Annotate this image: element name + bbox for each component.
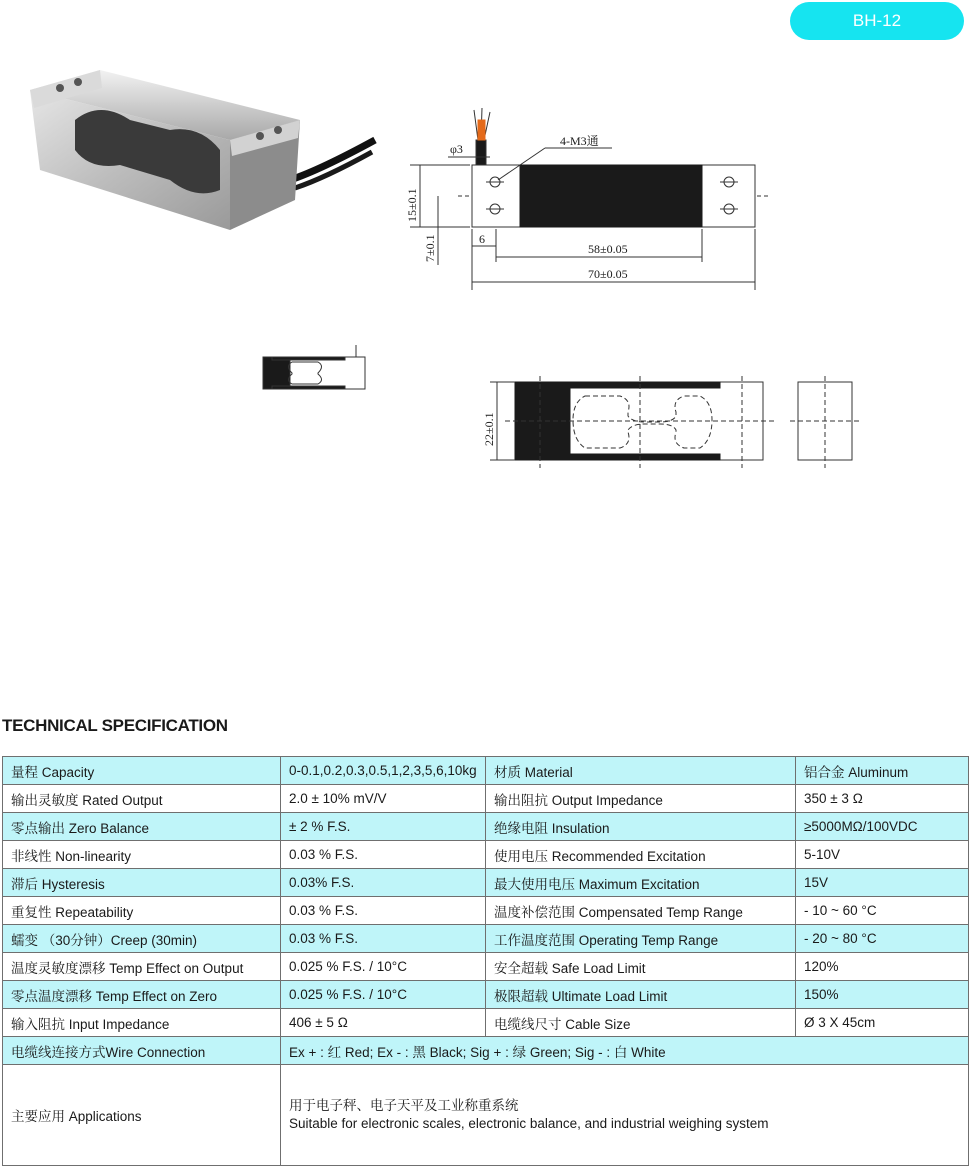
spec-value: 150% <box>796 981 969 1009</box>
spec-value: 0.025 % F.S. / 10°C <box>281 953 486 981</box>
spec-row <box>3 1009 969 1037</box>
spec-value: 铝合金 Aluminum <box>796 757 969 785</box>
spec-label: 工作温度范围 Operating Temp Range <box>486 925 796 953</box>
spec-label: 温度灵敏度漂移 Temp Effect on Output <box>3 953 281 981</box>
spec-label: 温度补偿范围 Compensated Temp Range <box>486 897 796 925</box>
spec-value: 2.0 ± 10% mV/V <box>281 785 486 813</box>
spec-value: 15V <box>796 869 969 897</box>
dim-15-label: 15±0.1 <box>405 188 419 222</box>
spec-value: ± 2 % F.S. <box>281 813 486 841</box>
spec-value: 0.03% F.S. <box>281 869 486 897</box>
dim-58-label: 58±0.05 <box>588 242 628 256</box>
model-badge: BH-12 <box>790 2 964 40</box>
spec-label: 安全超载 Safe Load Limit <box>486 953 796 981</box>
spec-table <box>2 756 969 1166</box>
dimension-drawing <box>0 0 970 480</box>
spec-value: ≥5000MΩ/100VDC <box>796 813 969 841</box>
spec-label: 量程 Capacity <box>3 757 281 785</box>
spec-row <box>3 981 969 1009</box>
spec-value: 120% <box>796 953 969 981</box>
spec-label: 蠕变 （30分钟）Creep (30min) <box>3 925 281 953</box>
holes-label: 4-M3通 <box>560 134 599 148</box>
spec-row <box>3 953 969 981</box>
applications-cn: 用于电子秤、电子天平及工业称重系统 <box>289 1098 519 1113</box>
spec-label: 极限超载 Ultimate Load Limit <box>486 981 796 1009</box>
spec-value: 0.025 % F.S. / 10°C <box>281 981 486 1009</box>
wire-label: 电缆线连接方式Wire Connection <box>3 1037 281 1065</box>
spec-value: 406 ± 5 Ω <box>281 1009 486 1037</box>
spec-value: 5-10V <box>796 841 969 869</box>
spec-title: TECHNICAL SPECIFICATION <box>2 716 228 735</box>
spec-value: 0.03 % F.S. <box>281 925 486 953</box>
spec-value: 0.03 % F.S. <box>281 841 486 869</box>
spec-row <box>3 757 969 785</box>
spec-value: 0-0.1,0.2,0.3,0.5,1,2,3,5,6,10kg <box>281 757 486 785</box>
applications-row <box>3 1065 969 1166</box>
spec-label: 重复性 Repeatability <box>3 897 281 925</box>
spec-label: 最大使用电压 Maximum Excitation <box>486 869 796 897</box>
spec-row <box>3 925 969 953</box>
spec-row <box>3 841 969 869</box>
spec-label: 零点温度漂移 Temp Effect on Zero <box>3 981 281 1009</box>
spec-label: 输入阻抗 Input Impedance <box>3 1009 281 1037</box>
spec-value: 350 ± 3 Ω <box>796 785 969 813</box>
dim-22-label: 22±0.1 <box>482 412 496 446</box>
spec-label: 绝缘电阻 Insulation <box>486 813 796 841</box>
applications-value <box>281 1065 969 1166</box>
spec-row <box>3 813 969 841</box>
spec-value: - 20 ~ 80 °C <box>796 925 969 953</box>
wire-value: Ex + : 红 Red; Ex - : 黑 Black; Sig + : 绿 Green; Sig - : 白 White <box>281 1037 969 1065</box>
dim-7-label: 7±0.1 <box>423 234 437 262</box>
spec-row <box>3 785 969 813</box>
spec-label: 材质 Material <box>486 757 796 785</box>
spec-value: 0.03 % F.S. <box>281 897 486 925</box>
spec-label: 滞后 Hysteresis <box>3 869 281 897</box>
spec-label: 零点输出 Zero Balance <box>3 813 281 841</box>
spec-value: Ø 3 X 45cm <box>796 1009 969 1037</box>
applications-en: Suitable for electronic scales, electronic balance, and industrial weighing system <box>289 1116 769 1131</box>
spec-label: 非线性 Non-linearity <box>3 841 281 869</box>
spec-label: 使用电压 Recommended Excitation <box>486 841 796 869</box>
phi3-label: φ3 <box>450 142 463 156</box>
dim-6-label: 6 <box>479 232 485 246</box>
applications-label: 主要应用 Applications <box>3 1065 281 1166</box>
wire-row <box>3 1037 969 1065</box>
spec-row <box>3 897 969 925</box>
spec-label: 电缆线尺寸 Cable Size <box>486 1009 796 1037</box>
dim-70-label: 70±0.05 <box>588 267 628 281</box>
spec-value: - 10 ~ 60 °C <box>796 897 969 925</box>
spec-label: 输出阻抗 Output Impedance <box>486 785 796 813</box>
spec-label: 输出灵敏度 Rated Output <box>3 785 281 813</box>
spec-row <box>3 869 969 897</box>
